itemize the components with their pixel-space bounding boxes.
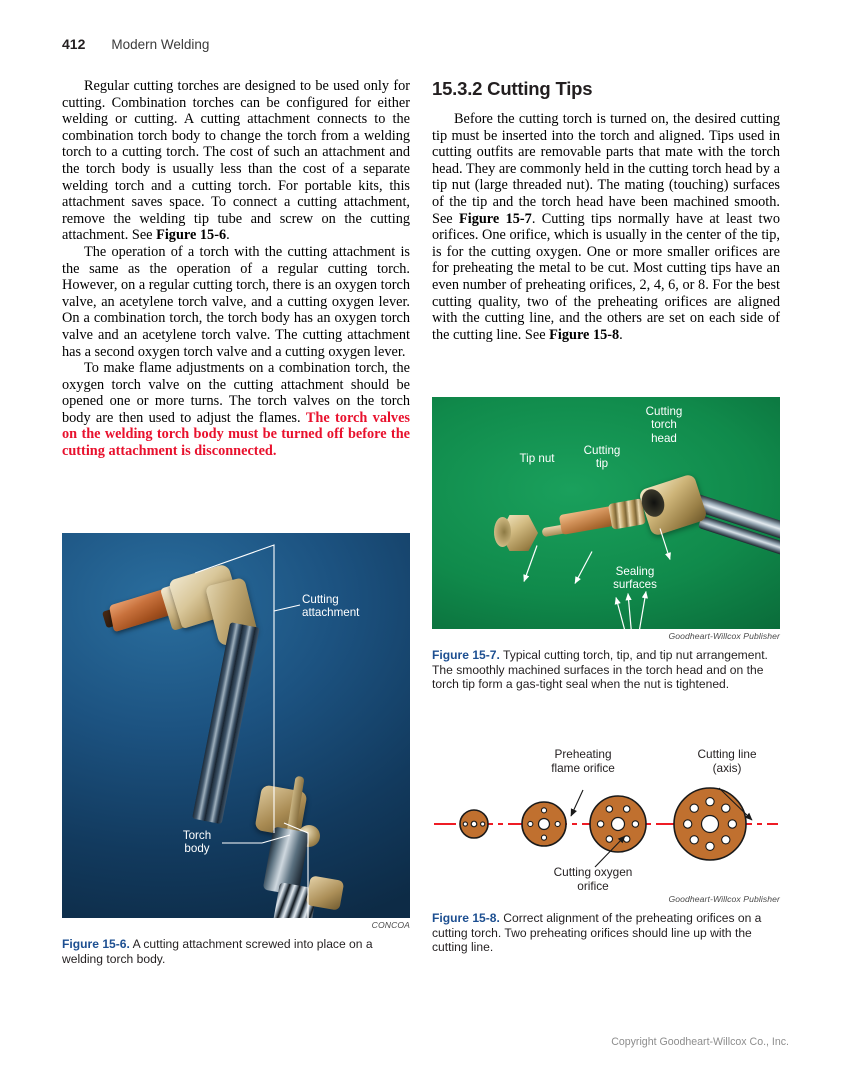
label-sealing-line2: surfaces	[613, 578, 657, 592]
running-head	[62, 36, 209, 52]
label-tip-nut	[504, 452, 570, 465]
safety-warning-period: .	[272, 443, 277, 460]
paragraph-r1-mid: . Cutting tips normally have at least two orifices. One orifice, which is usually in the center of the tip, is for the cutting oxygen. One or more smaller orifices are for preheating the metal to be cut. Most cutting tips have an even number of preheating orifices, 2, 4, 6, or 8. For the best cutting quality, two of the preheating orifices are aligned with the cutting line, and the others are set on each side of the cutting line. See	[432, 210, 780, 343]
figure-15-7-caption-text: Typical cutting torch, tip, and tip nut arrangement. The smoothly machined surfaces in the torch head and on the torch tip form a gas-tight seal when the nut is tightened.	[432, 648, 768, 692]
figure-15-7-caption	[432, 648, 780, 692]
label-cutting-line-line2: (axis)	[712, 760, 742, 775]
label-preheating-line2: flame orifice	[551, 760, 615, 775]
paragraph-r1	[432, 111, 780, 343]
paragraph-r1-text: Before the cutting torch is turned on, the desired cutting tip must be inserted into the torch and aligned. Tips used in cutting outfits are removable parts that mate with the torch head. They are commonly held in the cutting torch head by a tip nut (large threaded nut). The mating (touching) surfaces of the tip and the torch head have been machined smooth. See	[432, 111, 780, 227]
label-cutting-torch-head	[636, 405, 692, 445]
left-column	[62, 78, 410, 460]
cutting-tip-face	[522, 802, 566, 846]
figure-15-8-caption-number: Figure 15-8.	[432, 911, 500, 925]
paragraph-3	[62, 360, 410, 460]
figure-15-8-caption-text: Correct alignment of the preheating orifices on a cutting torch. Two preheating orifices should line up with the cutting line.	[432, 911, 762, 955]
label-torch-body	[170, 829, 224, 856]
label-sealing-surfaces	[602, 565, 668, 592]
figure-15-8	[432, 742, 780, 955]
label-torch-head-line2: torch	[651, 418, 677, 432]
figure-15-6-photo	[62, 533, 410, 918]
cutting-tip-face	[674, 788, 746, 860]
figure-15-6-caption	[62, 937, 410, 966]
label-torch-head-line3: head	[651, 431, 677, 445]
label-cutting-attachment	[302, 593, 402, 620]
figure-15-8-diagram	[432, 742, 780, 892]
paragraph-2	[62, 244, 410, 360]
figure-reference-15-7: Figure 15-7	[459, 210, 532, 227]
figure-15-7-credit: Goodheart-Willcox Publisher	[668, 631, 780, 641]
figure-15-7-caption-number: Figure 15-7.	[432, 648, 500, 662]
figure-reference-15-6: Figure 15-6	[156, 227, 227, 244]
figure-15-6-callout-lines	[62, 533, 410, 918]
paragraph-1-text: Regular cutting torches are designed to be used only for cutting. Combination torches can be configured for either welding or cutting. A cutting attachment connects to the combination torch body to change the torch from a welding torch to a cutting torch. The cost of such an attachment and the torch body is usually less than the cost of a separate welding torch and a cutting torch. For portable kits, this attachment saves space. To connect a cutting attachment, remove the welding tip tube and screw on the cutting attachment. See	[62, 78, 410, 244]
paragraph-r1-tail: .	[619, 326, 623, 343]
label-torch-body-line1: Torch	[182, 829, 212, 842]
figure-15-6	[62, 533, 410, 966]
label-cutting-attachment-line2: attachment	[302, 606, 360, 620]
right-column	[432, 78, 780, 343]
label-cutting-attachment-line1: Cutting	[302, 593, 339, 606]
label-cutting-tip-line1: Cutting	[583, 444, 621, 457]
copyright-footer: Copyright Goodheart-Willcox Co., Inc.	[611, 1036, 789, 1048]
label-oxygen-orifice-line1: Cutting oxygen	[553, 865, 633, 879]
cutting-tip-face	[460, 810, 488, 838]
label-torch-head-line1: Cutting	[645, 405, 683, 418]
label-cutting-tip-line2: tip	[595, 457, 609, 471]
label-sealing-line1: Sealing	[615, 565, 655, 578]
figure-reference-15-8: Figure 15-8	[549, 326, 620, 343]
label-torch-body-line2: body	[184, 842, 210, 856]
label-oxygen-orifice-line2: orifice	[577, 878, 609, 893]
section-heading: 15.3.2 Cutting Tips	[432, 78, 593, 99]
figure-15-8-caption	[432, 911, 780, 955]
figure-15-7-photo	[432, 397, 780, 629]
paragraph-1	[62, 78, 410, 244]
page-number: 412	[62, 36, 86, 52]
label-preheating-flame-orifice	[528, 748, 638, 775]
figure-15-7	[432, 397, 780, 692]
book-title: Modern Welding	[111, 37, 210, 52]
figure-15-7-callout-lines	[432, 397, 780, 629]
paragraph-3-text: To make flame adjustments on a combination torch, the oxygen torch valve on the cutting attachment should be opened one or more turns. The torch valves on the torch body are then used to adjust the flames.	[62, 360, 410, 426]
label-cutting-tip	[574, 444, 630, 471]
label-cutting-line-axis	[678, 748, 776, 775]
figure-15-6-credit: CONCOA	[371, 920, 410, 930]
label-tip-nut-text: Tip nut	[519, 452, 555, 465]
label-cutting-oxygen-orifice	[528, 866, 658, 893]
figure-15-6-caption-text: A cutting attachment screwed into place on a welding torch body.	[62, 937, 373, 966]
paragraph-2-text: The operation of a torch with the cutting attachment is the same as the operation of a regular cutting torch. However, on a regular cutting torch, there is an oxygen torch valve, an acetylene torch valve, and a cutting oxygen lever. On a combination torch, the torch body has an oxygen torch valve and an acetylene torch valve. The cutting attachment has a second oxygen torch valve and a cutting oxygen lever.	[62, 243, 410, 360]
safety-warning-text: The torch valves on the welding torch body must be turned off before the cutting attachment is disconnected	[62, 409, 410, 460]
label-cutting-line-line1: Cutting line	[697, 747, 757, 761]
label-preheating-line1: Preheating	[554, 747, 612, 761]
figure-15-8-credit: Goodheart-Willcox Publisher	[668, 894, 780, 904]
paragraph-1-tail: .	[226, 227, 230, 244]
figure-15-6-caption-number: Figure 15-6.	[62, 937, 130, 951]
